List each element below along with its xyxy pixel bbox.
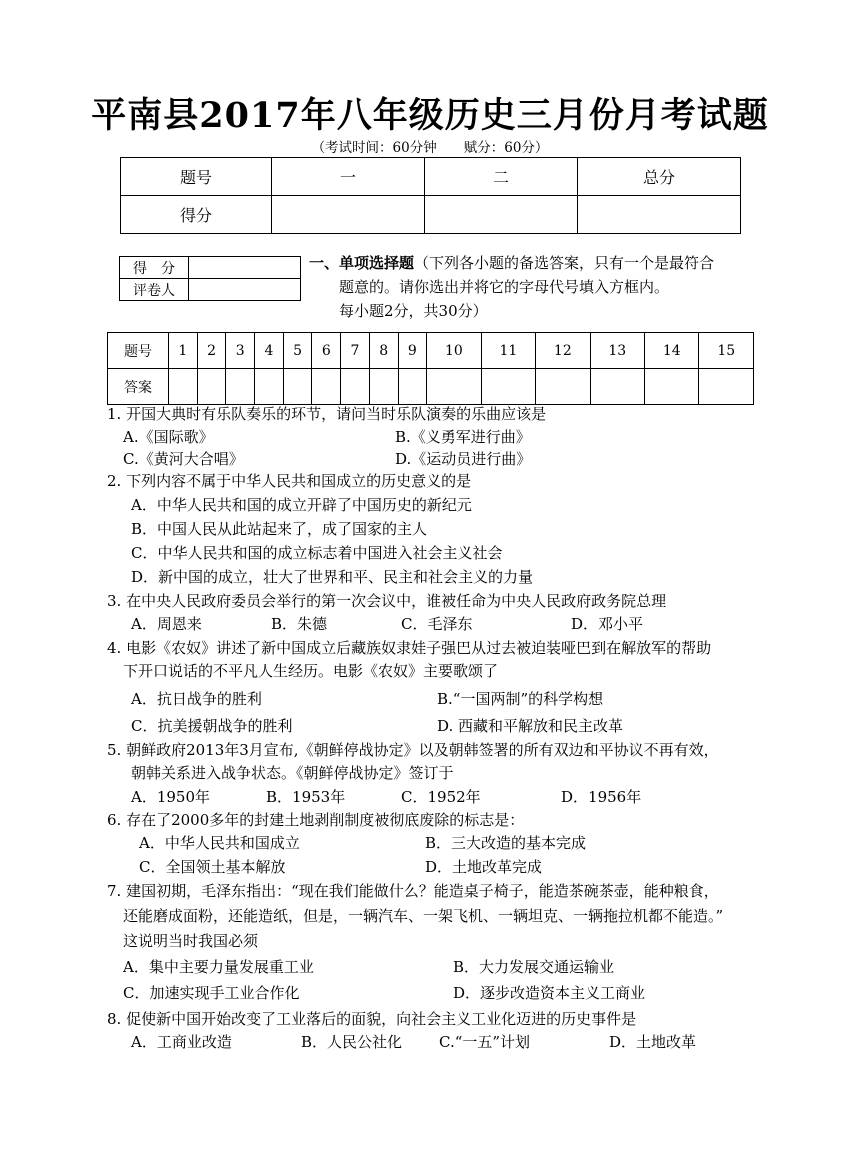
answer-header-label: 题号 <box>108 333 169 369</box>
answer-number-cell: 3 <box>226 333 255 369</box>
question-option: A．中华人民共和国的成立开辟了中国历史的新纪元 <box>131 496 472 514</box>
section-instructions: 题意的。请你选出并将它的字母代号填入方框内。 <box>339 278 670 296</box>
answer-number-cell: 12 <box>536 333 590 369</box>
answer-cell[interactable] <box>590 369 644 405</box>
answer-number-cell: 9 <box>398 333 427 369</box>
answer-row-label: 答案 <box>108 369 169 405</box>
question-option: C．全国领土基本解放 <box>139 858 286 876</box>
answer-number-cell: 8 <box>369 333 398 369</box>
question-option: C．毛泽东 <box>401 615 473 633</box>
answer-cell[interactable] <box>169 369 198 405</box>
question-option: B．朱德 <box>271 615 328 633</box>
section-label: 一、单项选择题 <box>309 254 415 272</box>
score-table <box>120 157 741 234</box>
question-option: A.《国际歌》 <box>123 428 214 446</box>
section-instructions: （下列各小题的备选答案，只有一个是最符合 <box>414 254 715 272</box>
answer-cell[interactable] <box>536 369 590 405</box>
question-stem: 4. 电影《农奴》讲述了新中国成立后藏族奴隶娃子强巴从过去被迫装哑巴到在解放军的帮助 <box>107 639 712 657</box>
answer-cell[interactable] <box>398 369 427 405</box>
answer-number-cell: 4 <box>255 333 284 369</box>
question-option: C.《黄河大合唱》 <box>123 450 244 468</box>
answer-cell[interactable] <box>226 369 255 405</box>
question-stem-continued: 还能磨成面粉，还能造纸，但是，一辆汽车、一架飞机、一辆坦克、一辆拖拉机都不能造。” <box>123 907 724 925</box>
answer-number-cell: 14 <box>645 333 699 369</box>
question-stem-continued: 这说明当时我国必须 <box>123 932 259 950</box>
question-option: D. 西藏和平解放和民主改革 <box>437 717 624 735</box>
answer-number-cell: 1 <box>169 333 198 369</box>
grader-cell[interactable] <box>189 257 301 279</box>
question-option: A．抗日战争的胜利 <box>131 690 262 708</box>
score-header-cell: 二 <box>425 158 578 196</box>
question-option: C.“一五”计划 <box>439 1033 531 1051</box>
answer-number-cell: 2 <box>197 333 226 369</box>
question-stem-continued: 朝韩关系进入战争状态。《朝鲜停战协定》签订于 <box>131 764 454 782</box>
question-option: A．中华人民共和国成立 <box>139 834 300 852</box>
exam-title: 平南县2017年八年级历史三月份月考试题 <box>91 95 769 136</box>
score-header-cell: 一 <box>272 158 425 196</box>
question-option: B．三大改造的基本完成 <box>425 834 587 852</box>
question-option: B．人民公社化 <box>301 1033 403 1051</box>
question-option: A．1950年 <box>131 788 211 806</box>
question-option: D．土地改革 <box>609 1033 697 1051</box>
question-stem: 3. 在中央人民政府委员会举行的第一次会议中，谁被任命为中央人民政府政务院总理 <box>107 592 667 610</box>
section-heading <box>309 251 749 323</box>
score-row-label: 得分 <box>121 196 272 234</box>
question-stem: 6. 存在了2000多年的封建土地剥削制度被彻底废除的标志是： <box>107 811 525 829</box>
question-option: C．加速实现手工业合作化 <box>123 984 300 1002</box>
question-option: B．大力发展交通运输业 <box>453 958 615 976</box>
grader-cell[interactable] <box>189 279 301 301</box>
question-option: B.“一国两制”的科学构想 <box>437 690 604 708</box>
question-option: A．集中主要力量发展重工业 <box>123 958 314 976</box>
answer-cell[interactable] <box>369 369 398 405</box>
question-stem: 5. 朝鲜政府2013年3月宣布,《朝鲜停战协定》以及朝韩签署的所有双边和平协议不再有效， <box>107 741 719 759</box>
answer-cell[interactable] <box>197 369 226 405</box>
answer-cell[interactable] <box>427 369 481 405</box>
answer-cell[interactable] <box>481 369 535 405</box>
answer-cell[interactable] <box>341 369 370 405</box>
question-stem: 2. 下列内容不属于中华人民共和国成立的历史意义的是 <box>107 472 472 490</box>
question-stem: 7. 建国初期，毛泽东指出：“现在我们能做什么？能造桌子椅子，能造茶碗茶壶，能种粮食， <box>107 882 719 900</box>
answer-cell[interactable] <box>283 369 312 405</box>
answer-number-cell: 6 <box>312 333 341 369</box>
question-option: B.《义勇军进行曲》 <box>395 428 531 446</box>
question-option: C．抗美援朝战争的胜利 <box>131 717 293 735</box>
answer-cell[interactable] <box>255 369 284 405</box>
grader-label: 得 分 <box>120 257 189 279</box>
question-option: C．1952年 <box>401 788 481 806</box>
question-option: D．1956年 <box>561 788 642 806</box>
score-cell[interactable] <box>272 196 425 234</box>
answer-number-cell: 7 <box>341 333 370 369</box>
score-header-cell: 题号 <box>121 158 272 196</box>
question-option: C．中华人民共和国的成立标志着中国进入社会主义社会 <box>131 544 503 562</box>
question-option: B．中国人民从此站起来了，成了国家的主人 <box>131 520 428 538</box>
question-option: B．1953年 <box>266 788 346 806</box>
question-option: D．新中国的成立，壮大了世界和平、民主和社会主义的力量 <box>131 568 534 586</box>
question-option: D.《运动员进行曲》 <box>395 450 532 468</box>
question-option: D．逐步改造资本主义工商业 <box>453 984 646 1002</box>
question-option: D．土地改革完成 <box>425 858 543 876</box>
question-stem-continued: 下开口说话的不平凡人生经历。电影《农奴》主要歌颂了 <box>123 662 499 680</box>
grader-table <box>119 256 301 301</box>
question-stem: 1. 开国大典时有乐队奏乐的环节，请问当时乐队演奏的乐曲应该是 <box>107 405 547 423</box>
answer-number-cell: 11 <box>481 333 535 369</box>
score-cell[interactable] <box>425 196 578 234</box>
question-option: A．周恩来 <box>131 615 202 633</box>
answer-number-cell: 13 <box>590 333 644 369</box>
answer-cell[interactable] <box>699 369 754 405</box>
section-instructions: 每小题2分，共30分） <box>339 302 488 320</box>
answer-number-cell: 15 <box>699 333 754 369</box>
grader-label: 评卷人 <box>120 279 189 301</box>
answer-cell[interactable] <box>312 369 341 405</box>
question-stem: 8. 促使新中国开始改变了工业落后的面貌，向社会主义工业化迈进的历史事件是 <box>107 1010 637 1028</box>
question-option: A．工商业改造 <box>131 1033 232 1051</box>
answer-cell[interactable] <box>645 369 699 405</box>
question-option: D．邓小平 <box>571 615 644 633</box>
answer-number-cell: 5 <box>283 333 312 369</box>
answer-number-cell: 10 <box>427 333 481 369</box>
answer-table <box>107 332 754 405</box>
score-header-cell: 总分 <box>578 158 741 196</box>
exam-subtitle: （考试时间：60分钟 赋分：60分） <box>311 140 549 156</box>
score-cell[interactable] <box>578 196 741 234</box>
